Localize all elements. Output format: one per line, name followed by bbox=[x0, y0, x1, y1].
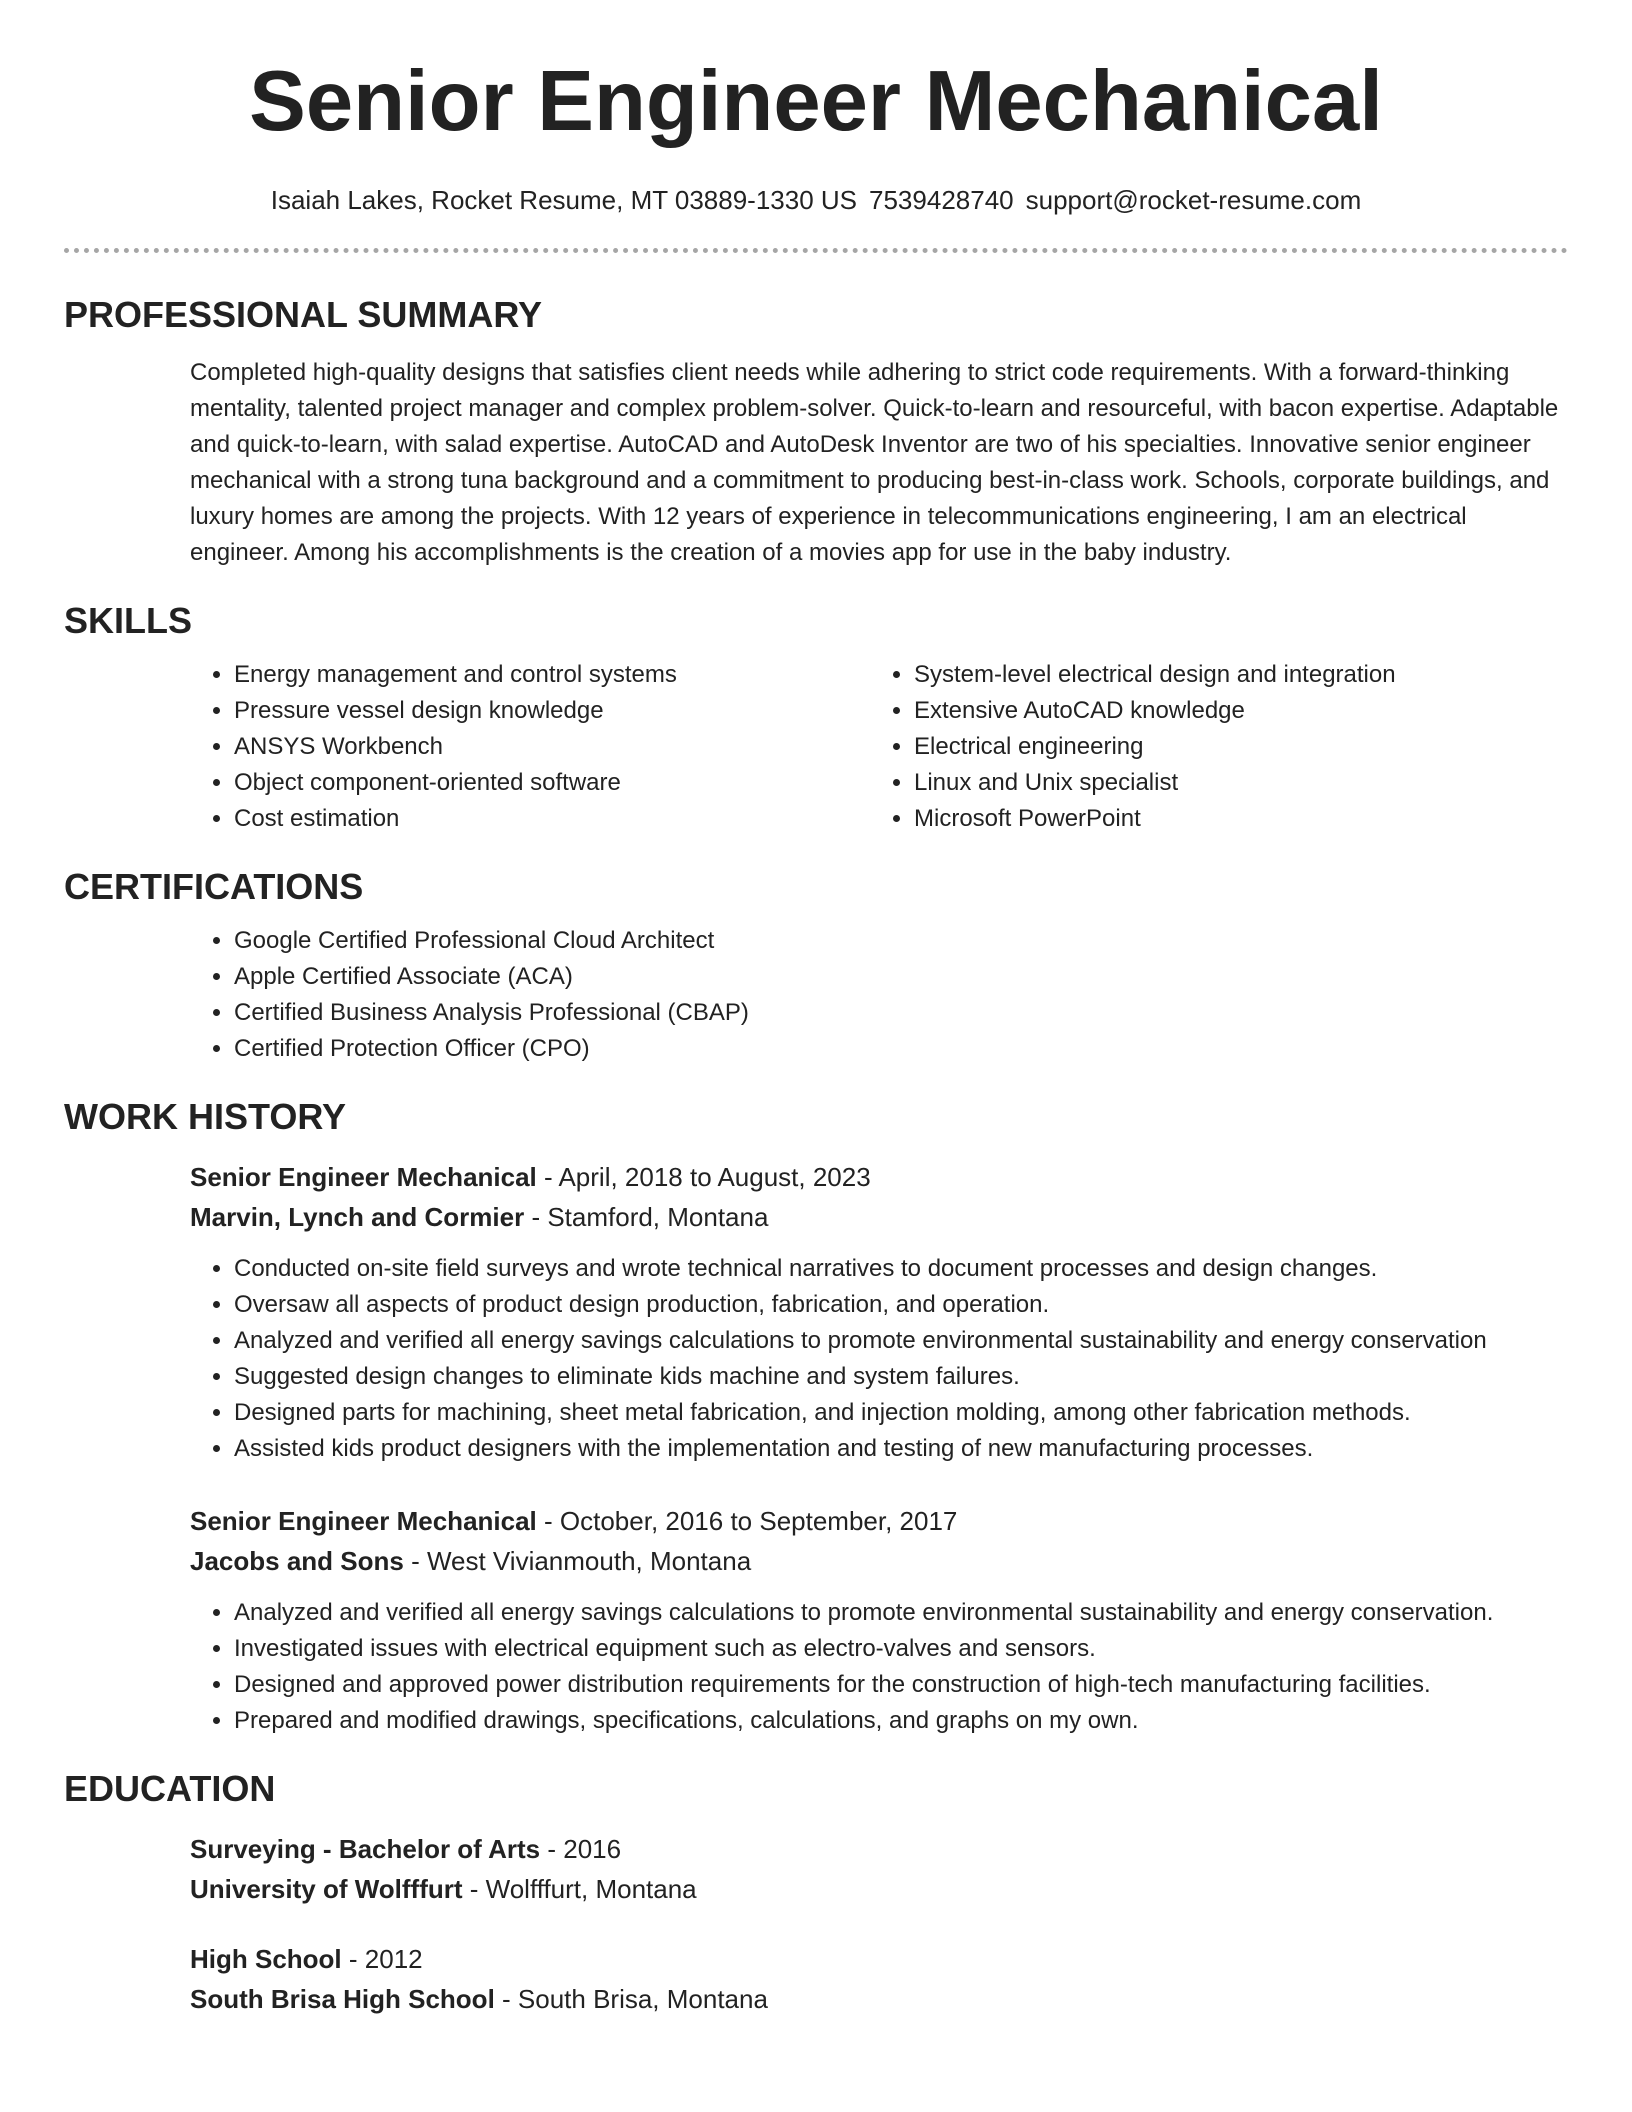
job-title-line bbox=[190, 1501, 1568, 1541]
list-item: • ANSYS Workbench bbox=[234, 729, 870, 765]
contact-phone: 7539428740 bbox=[869, 185, 1014, 215]
job-dates: - October, 2016 to September, 2017 bbox=[536, 1506, 958, 1536]
job-location: - West Vivianmouth, Montana bbox=[403, 1546, 752, 1576]
job-bullets bbox=[190, 1595, 1568, 1739]
education-section bbox=[64, 1767, 1568, 2019]
education-entry bbox=[190, 1939, 1568, 2019]
edu-location: - Wolfffurt, Montana bbox=[462, 1874, 697, 1904]
list-item: • Extensive AutoCAD knowledge bbox=[914, 693, 1550, 729]
list-item: • Linux and Unix specialist bbox=[914, 765, 1550, 801]
job-entry bbox=[190, 1501, 1568, 1739]
list-item: • System-level electrical design and integration bbox=[914, 657, 1550, 693]
certifications-list bbox=[190, 923, 1568, 1067]
section-title-skills: SKILLS bbox=[64, 600, 193, 641]
list-item: • Apple Certified Associate (ACA) bbox=[234, 959, 1568, 995]
section-title-education: EDUCATION bbox=[64, 1768, 276, 1809]
edu-degree: Surveying - Bachelor of Arts bbox=[190, 1834, 541, 1864]
list-item: • Assisted kids product designers with the implementation and testing of new manufacturing processes. bbox=[234, 1431, 1568, 1467]
section-title-work-history: WORK HISTORY bbox=[64, 1096, 347, 1137]
edu-school: South Brisa High School bbox=[190, 1984, 495, 2014]
job-company: Marvin, Lynch and Cormier bbox=[190, 1202, 525, 1232]
job-role: Senior Engineer Mechanical bbox=[190, 1162, 537, 1192]
edu-school-line bbox=[190, 1979, 1568, 2019]
contact-address: Isaiah Lakes, Rocket Resume, MT 03889-1330 US bbox=[270, 185, 858, 215]
summary-text: Completed high-quality designs that satisfies client needs while adhering to strict code requirements. With a forward-thinking mentality, talented project manager and complex problem-solver. Quick-to-learn and resourceful, with bacon expertise. Adaptable and quick-to-learn, with salad expertise. AutoCAD and AutoDesk Inventor are two of his specialties. Innovative senior engineer mechanical with a strong tuna background and a commitment to producing best-in-class work. Schools, corporate buildings, and luxury homes are among the projects. With 12 years of experience in telecommunications engineering, I am an electrical engineer. Among his accomplishments is the creation of a movies app for use in the baby industry. bbox=[190, 359, 1559, 566]
list-item: • Certified Business Analysis Professional (CBAP) bbox=[234, 995, 1568, 1031]
resume-title: Senior Engineer Mechanical bbox=[249, 54, 1383, 149]
list-item: • Energy management and control systems bbox=[234, 657, 870, 693]
certifications-section bbox=[64, 865, 1568, 1067]
list-item: • Cost estimation bbox=[234, 801, 870, 837]
list-item: • Electrical engineering bbox=[914, 729, 1550, 765]
skills-right-list bbox=[870, 657, 1550, 837]
list-item: • Object component-oriented software bbox=[234, 765, 870, 801]
header-divider bbox=[64, 248, 1568, 253]
job-company-line bbox=[190, 1541, 1568, 1581]
list-item: • Suggested design changes to eliminate kids machine and system failures. bbox=[234, 1359, 1568, 1395]
work-history-section bbox=[64, 1095, 1568, 1739]
edu-degree-line bbox=[190, 1939, 1568, 1979]
job-company-line bbox=[190, 1197, 1568, 1237]
list-item: • Analyzed and verified all energy savings calculations to promote environmental sustainability and energy conservation. bbox=[234, 1595, 1568, 1631]
job-entry bbox=[190, 1157, 1568, 1467]
list-item: • Pressure vessel design knowledge bbox=[234, 693, 870, 729]
job-title-line bbox=[190, 1157, 1568, 1197]
contact-email: support@rocket-resume.com bbox=[1025, 185, 1362, 215]
edu-school: University of Wolfffurt bbox=[190, 1874, 463, 1904]
job-bullets bbox=[190, 1251, 1568, 1467]
skills-section bbox=[64, 599, 1568, 837]
list-item: • Certified Protection Officer (CPO) bbox=[234, 1031, 1568, 1067]
edu-school-line bbox=[190, 1869, 1568, 1909]
section-title-certifications: CERTIFICATIONS bbox=[64, 866, 364, 907]
education-entry bbox=[190, 1829, 1568, 1909]
list-item: • Oversaw all aspects of product design production, fabrication, and operation. bbox=[234, 1287, 1568, 1323]
skills-left-list bbox=[190, 657, 870, 837]
job-dates: - April, 2018 to August, 2023 bbox=[536, 1162, 871, 1192]
list-item: • Microsoft PowerPoint bbox=[914, 801, 1550, 837]
edu-location: - South Brisa, Montana bbox=[494, 1984, 768, 2014]
list-item: • Google Certified Professional Cloud Architect bbox=[234, 923, 1568, 959]
list-item: • Designed parts for machining, sheet metal fabrication, and injection molding, among other fabrication methods. bbox=[234, 1395, 1568, 1431]
list-item: • Conducted on-site field surveys and wrote technical narratives to document processes and design changes. bbox=[234, 1251, 1568, 1287]
job-role: Senior Engineer Mechanical bbox=[190, 1506, 537, 1536]
contact-line bbox=[64, 180, 1568, 220]
edu-degree-line bbox=[190, 1829, 1568, 1869]
list-item: • Prepared and modified drawings, specifications, calculations, and graphs on my own. bbox=[234, 1703, 1568, 1739]
list-item: • Designed and approved power distribution requirements for the construction of high-tech manufacturing facilities. bbox=[234, 1667, 1568, 1703]
edu-year: - 2012 bbox=[341, 1944, 423, 1974]
job-company: Jacobs and Sons bbox=[190, 1546, 404, 1576]
edu-degree: High School bbox=[190, 1944, 342, 1974]
list-item: • Investigated issues with electrical equipment such as electro-valves and sensors. bbox=[234, 1631, 1568, 1667]
job-location: - Stamford, Montana bbox=[524, 1202, 769, 1232]
edu-year: - 2016 bbox=[540, 1834, 622, 1864]
skills-columns bbox=[190, 657, 1568, 837]
list-item: • Analyzed and verified all energy savings calculations to promote environmental sustainability and energy conservation bbox=[234, 1323, 1568, 1359]
section-title-summary: PROFESSIONAL SUMMARY bbox=[64, 294, 543, 335]
